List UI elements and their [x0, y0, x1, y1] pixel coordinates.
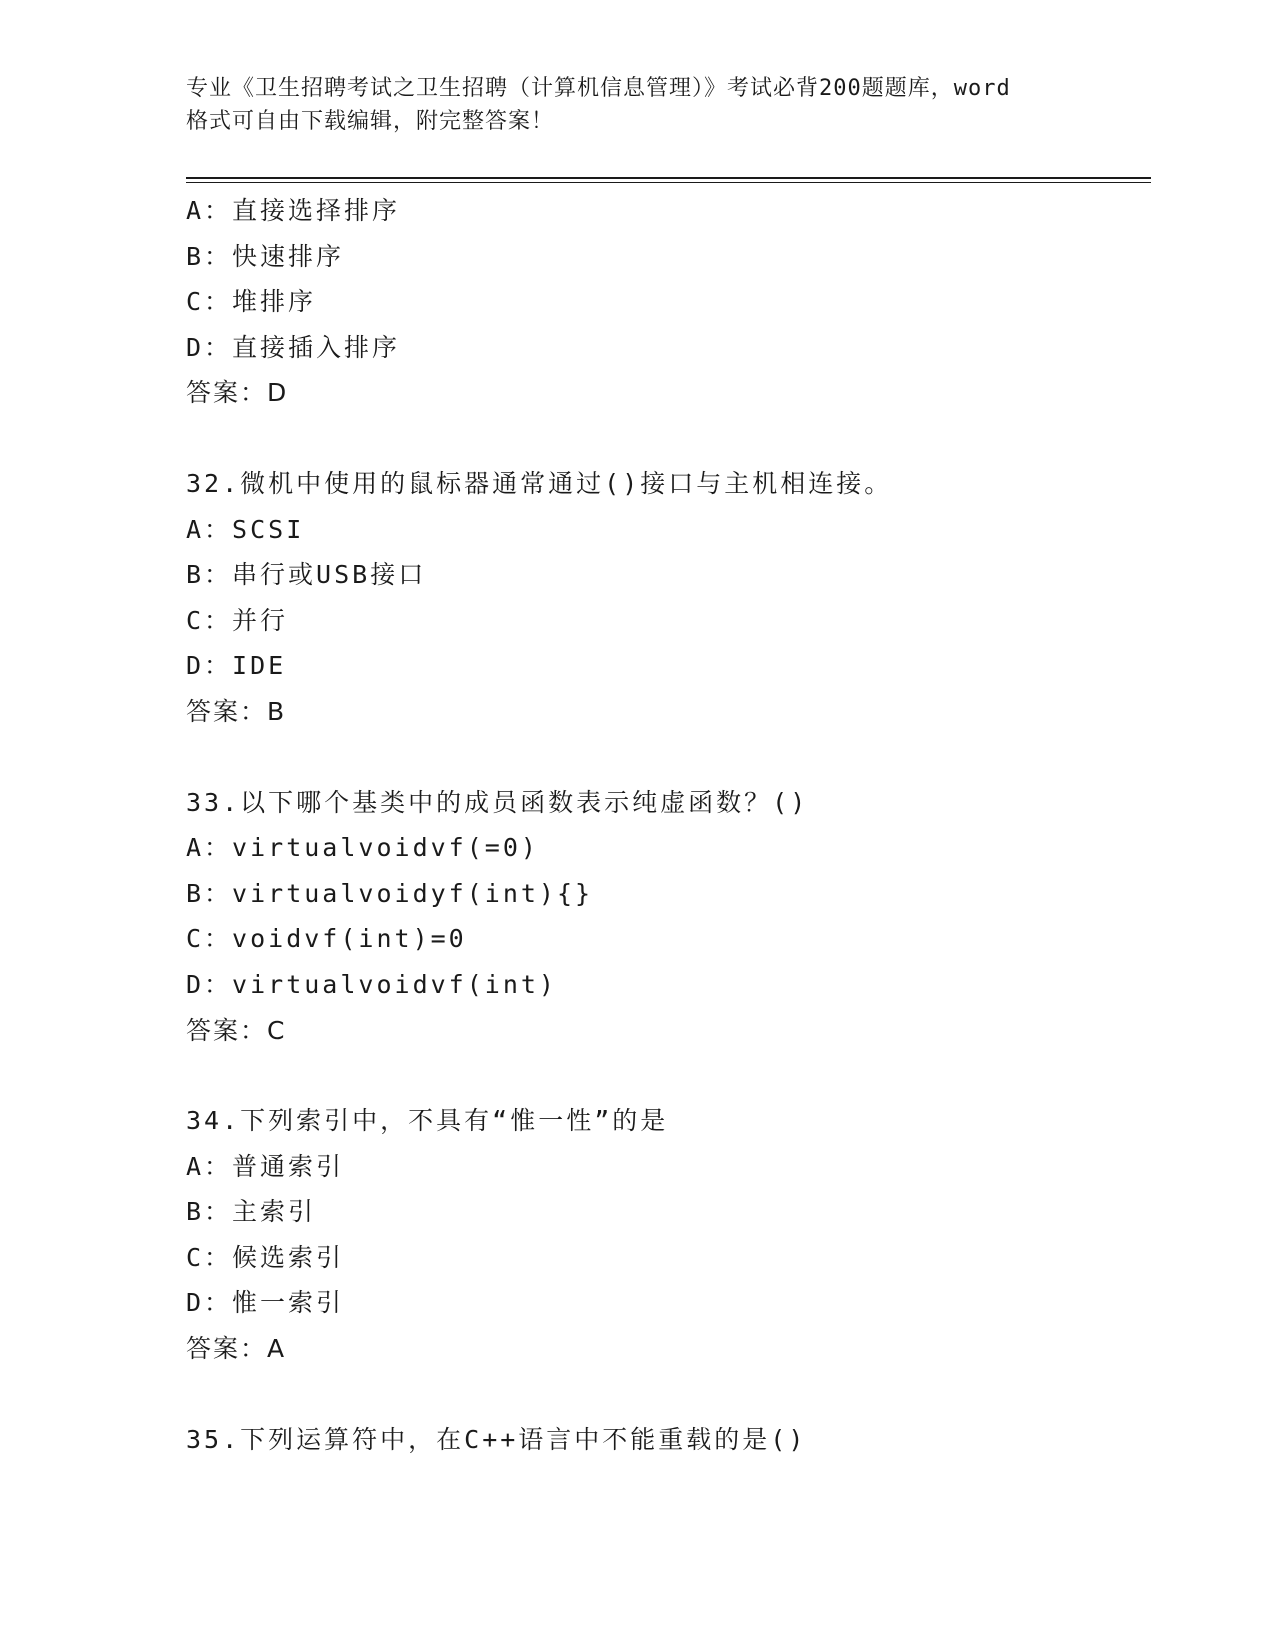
spacer: [186, 416, 1146, 461]
document-header: [186, 72, 1086, 138]
option-d: D：惟一索引: [186, 1288, 345, 1318]
option-d: D：virtualvoidvf(int): [186, 969, 557, 999]
option-b: B：串行或USB接口: [186, 560, 427, 590]
answer-text: 答案：B: [186, 696, 287, 726]
option-c: C：堆排序: [186, 287, 317, 317]
option-a: A：virtualvoidvf(=0): [186, 833, 539, 863]
answer-text: 答案：A: [186, 1334, 287, 1364]
header-divider-thick: [186, 177, 1151, 179]
answer-text: 答案：D: [186, 378, 289, 408]
spacer: [186, 1053, 1146, 1098]
option-c: C：候选索引: [186, 1242, 345, 1272]
spacer: [186, 735, 1146, 780]
header-line-1: 专业《卫生招聘考试之卫生招聘（计算机信息管理）》考试必背200题题库，word: [186, 76, 1011, 101]
question-block-31: [186, 188, 1146, 416]
option-a: A：普通索引: [186, 1151, 345, 1181]
option-a: A：直接选择排序: [186, 196, 401, 225]
option-c: C：voidvf(int)=0: [186, 924, 467, 954]
option-b: B：virtualvoidyf(int){}: [186, 878, 594, 908]
option-b: B：快速排序: [186, 241, 345, 271]
question-text: 35.下列运算符中，在C++语言中不能重载的是(): [186, 1424, 807, 1454]
question-text: 32.微机中使用的鼠标器通常通过()接口与主机相连接。: [186, 468, 893, 498]
question-block-34: [186, 1098, 1146, 1372]
option-d: D：直接插入排序: [186, 332, 401, 362]
header-divider-thin: [186, 182, 1151, 183]
option-d: D：IDE: [186, 651, 287, 681]
option-b: B：主索引: [186, 1197, 317, 1227]
option-a: A：SCSI: [186, 514, 305, 544]
answer-text: 答案：C: [186, 1015, 287, 1045]
option-c: C：并行: [186, 605, 289, 635]
question-block-35: [186, 1417, 1146, 1463]
header-line-2: 格式可自由下载编辑，附完整答案！: [186, 109, 555, 134]
question-block-33: [186, 780, 1146, 1054]
question-text: 34.下列索引中，不具有“惟一性”的是: [186, 1106, 669, 1136]
spacer: [186, 1372, 1146, 1417]
question-text: 33.以下哪个基类中的成员函数表示纯虚函数？(): [186, 787, 809, 817]
question-list: [186, 188, 1146, 1462]
question-block-32: [186, 461, 1146, 735]
